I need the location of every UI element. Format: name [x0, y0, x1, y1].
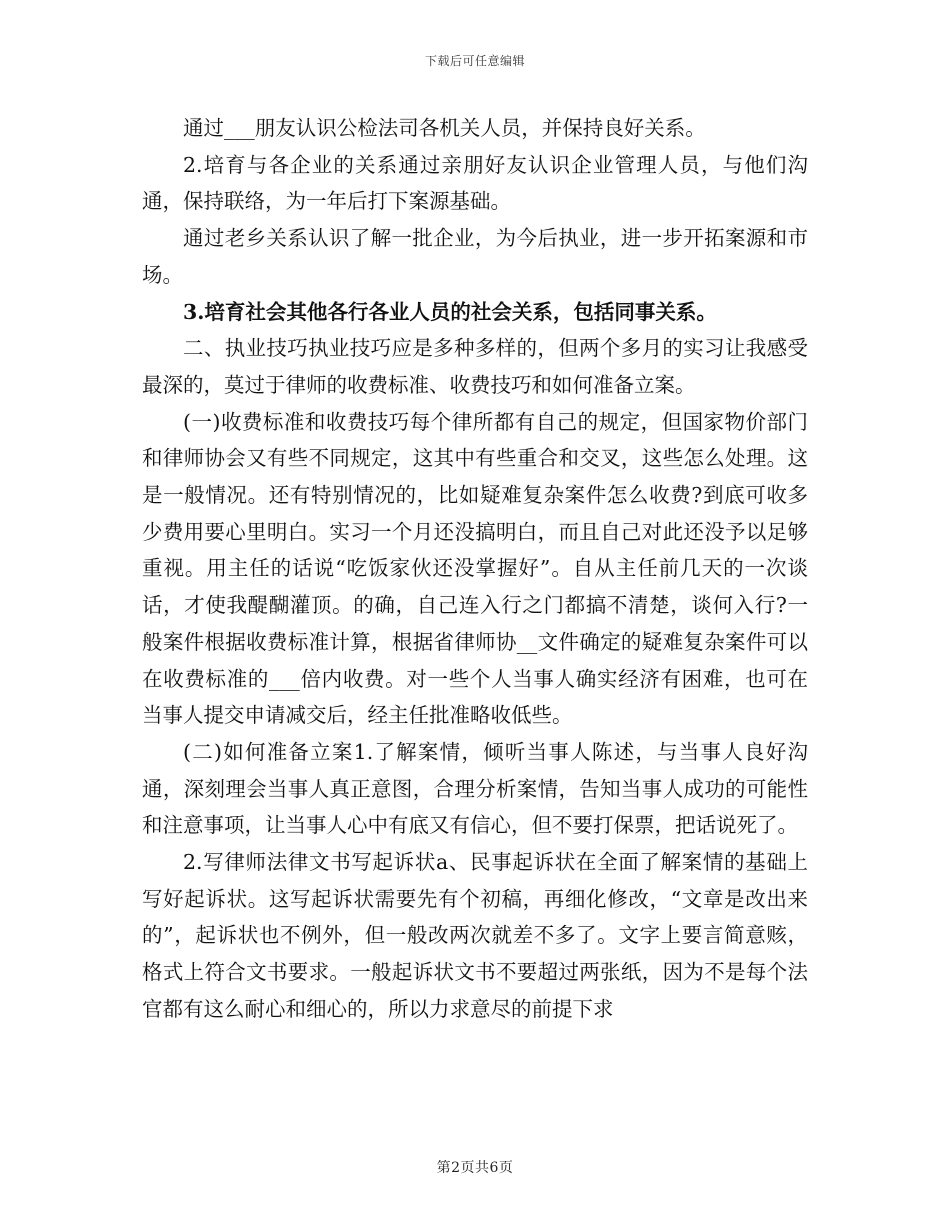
page-number: 第2页共6页 — [436, 1160, 514, 1176]
paragraph-2: 2.培育与各企业的关系通过亲朋好友认识企业管理人员，与他们沟通，保持联络，为一年后打下案源基础。 — [142, 152, 808, 214]
document-body — [142, 110, 808, 1028]
paragraph-8: 2.写律师法律文书写起诉状a、民事起诉状在全面了解案情的基础上写好起诉状。这写起诉状需要先有个初稿，再细化修改，“文章是改出来的”，起诉状也不例外，但一般改两次就差不多了。文字上要言简意赅，格式上符合文书要求。一般起诉状文书不要超过两张纸，因为不是每个法官都有这么耐心和细心的，所以力求意尽的前提下求 — [142, 850, 808, 1021]
paragraph-1: 通过___朋友认识公检法司各机关人员，并保持良好关系。 — [183, 116, 706, 140]
paragraph-4-heading: 3.培育社会其他各行各业人员的社会关系，包括同事关系。 — [183, 299, 717, 324]
page-header: 下载后可任意编辑 — [424, 54, 525, 68]
paragraph-6: (一)收费标准和收费技巧每个律所都有自己的规定，但国家物价部门和律师协会又有些不同规定，这其中有些重合和交叉，这些怎么处理。这是一般情况。还有特别情况的，比如疑难复杂案件怎么收费?到底可收多少费用要心里明白。实习一个月还没搞明白，而且自己对此还没予以足够重视。用主任的话说“吃饭家伙还没掌握好”。自从主任前几天的一次谈话，才使我醍醐灌顶。的确，自己连入行之门都搞不清楚，谈何入行?一般案件根据收费标准计算，根据省律师协__文件确定的疑难复杂案件可以在收费标准的___倍内收费。对一些个人当事人确实经济有困难，也可在当事人提交申请减交后，经主任批准略收低些。 — [142, 409, 808, 728]
paragraph-7: (二)如何准备立案1.了解案情，倾听当事人陈述，与当事人良好沟通，深刻理会当事人真正意图，合理分析案情，告知当事人成功的可能性和注意事项，让当事人心中有底又有信心，但不要打保票，把话说死了。 — [142, 739, 808, 838]
paragraph-3: 通过老乡关系认识了解一批企业，为今后执业，进一步开拓案源和市场。 — [142, 226, 808, 287]
paragraph-5: 二、执业技巧执业技巧应是多种多样的，但两个多月的实习让我感受最深的，莫过于律师的收费标准、收费技巧和如何准备立案。 — [142, 336, 808, 397]
